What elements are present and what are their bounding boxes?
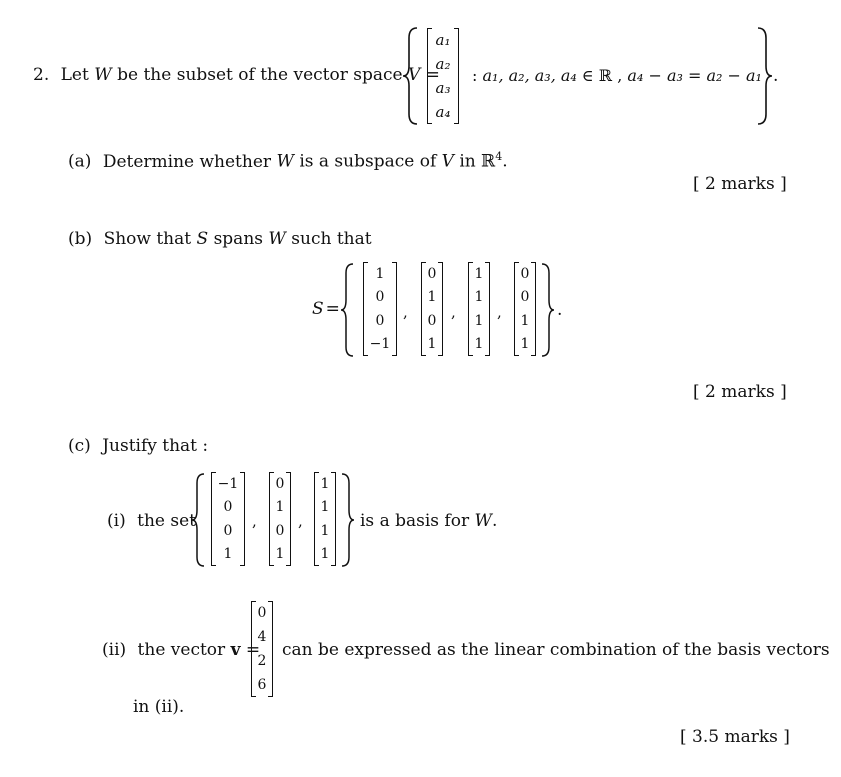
comma: , xyxy=(252,512,257,530)
comma: , xyxy=(403,303,408,321)
comma: , xyxy=(497,303,502,321)
part-c-i: (i) the set xyxy=(107,511,196,531)
part-a: (a) Determine whether W is a subspace of V in ℝ$^4$. xyxy=(68,150,508,172)
equals-sign: = xyxy=(425,65,440,85)
comma: , xyxy=(298,512,303,530)
part-c-ii: (ii) the vector v = xyxy=(102,640,261,660)
basis-right-brace xyxy=(340,472,356,568)
symbol-v: V xyxy=(407,65,421,85)
basis-left-brace xyxy=(190,472,206,568)
part-b-label: (b) xyxy=(68,229,93,249)
s-vector-4: 0 0 1 1 xyxy=(514,262,536,356)
part-c-i-label: (i) xyxy=(107,511,126,531)
part-b-marks: [ 2 marks ] xyxy=(693,382,787,402)
vector-v: 0 4 2 6 xyxy=(251,601,273,697)
part-c-ii-text: can be expressed as the linear combination of the basis vectors xyxy=(282,640,830,660)
basis-vector-2: 0 1 0 1 xyxy=(269,472,291,566)
basis-vector-1: −1 0 0 1 xyxy=(211,472,245,566)
question-lead: Let xyxy=(60,65,89,85)
w-general-vector: a₁ a₂ a₃ a₄ xyxy=(427,28,459,124)
set-s-label: S = xyxy=(312,299,340,319)
question-line xyxy=(33,65,440,85)
set-s-right-brace xyxy=(540,262,556,358)
set-left-brace xyxy=(401,26,419,126)
vector-v-symbol: v xyxy=(230,640,241,660)
set-s-left-brace xyxy=(339,262,355,358)
s-vector-2: 0 1 0 1 xyxy=(421,262,443,356)
part-c: (c) Justify that : xyxy=(68,436,209,456)
set-s-period: . xyxy=(557,300,563,320)
basis-vector-3: 1 1 1 1 xyxy=(314,472,336,566)
set-right-brace xyxy=(756,26,774,126)
s-vector-1: 1 0 0 −1 xyxy=(363,262,397,356)
part-c-i-text: is a basis for W. xyxy=(360,511,498,531)
question-number: 2. xyxy=(33,65,50,85)
part-a-label: (a) xyxy=(68,151,92,172)
part-c-ii-text-cont: in (ii). xyxy=(133,697,185,717)
set-condition: : a₁, a₂, a₃, a₄ ∈ ℝ , a₄ − a₃ = a₂ − a₁ xyxy=(472,66,762,85)
part-c-label: (c) xyxy=(68,436,91,456)
part-b: (b) Show that S spans W such that xyxy=(68,229,372,249)
part-c-ii-label: (ii) xyxy=(102,640,127,660)
set-period: . xyxy=(773,66,779,86)
comma: , xyxy=(451,303,456,321)
part-a-marks: [ 2 marks ] xyxy=(693,174,787,194)
symbol-w: W xyxy=(94,65,112,85)
s-vector-3: 1 1 1 1 xyxy=(468,262,490,356)
part-c-marks: [ 3.5 marks ] xyxy=(680,727,790,747)
question-text: be the subset of the vector space xyxy=(117,65,403,85)
